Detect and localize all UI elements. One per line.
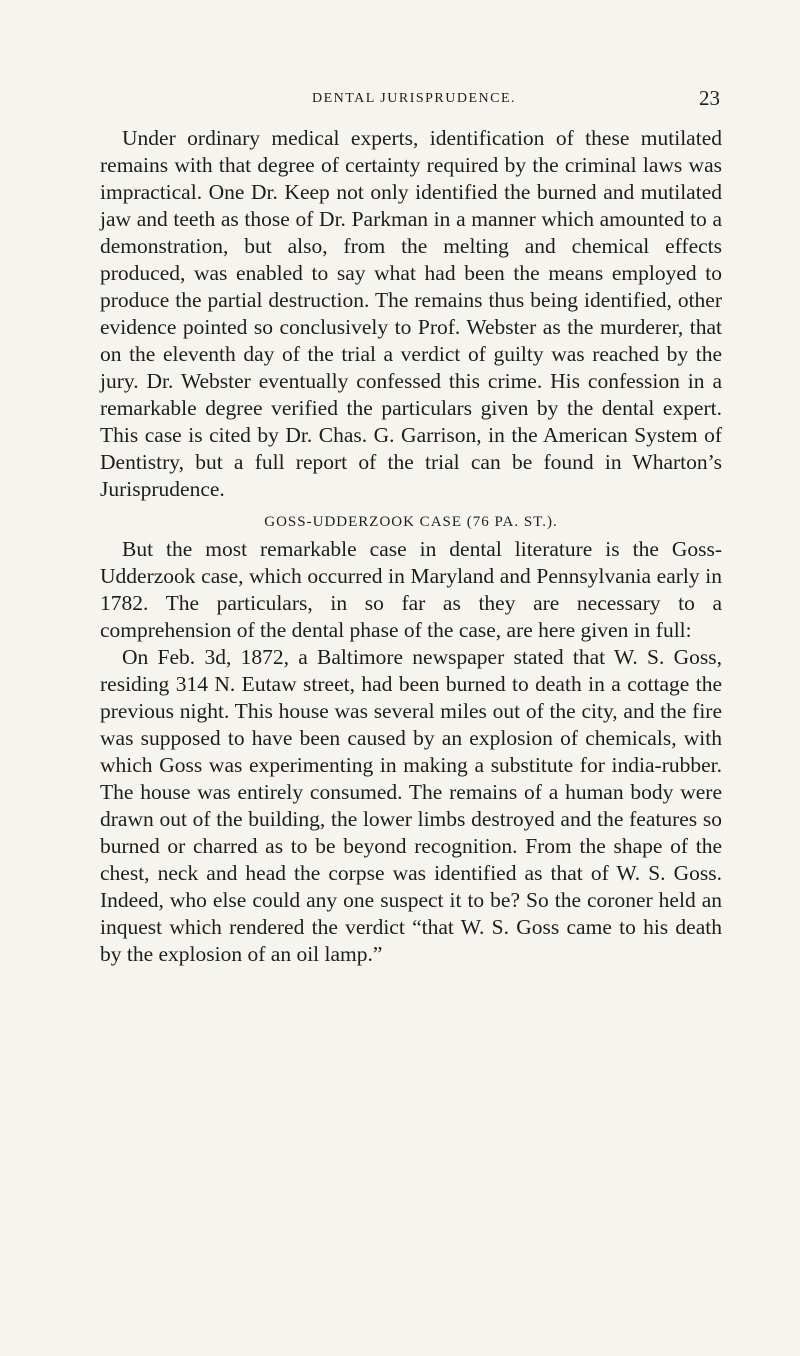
page-number: 23 bbox=[699, 86, 720, 110]
paragraph-goss-details: On Feb. 3d, 1872, a Baltimore newspaper stated that W. S. Goss, residing 314 N. Eutaw street, had been burned to death in a cottage the previous night. This house was several miles out of the city, and the fire was supposed to have been caused by an explosion of chemicals, with which Goss was experimenting in making a substitute for india-rubber. The house was entirely consumed. The remains of a human body were drawn out of the building, the lower limbs destroyed and the features so burned or charred as to be beyond recognition. From the shape of the chest, neck and head the corpse was identified as that of W. S. Goss. Indeed, who else could any one suspect it to be? So the coroner held an inquest which rendered the verdict “that W. S. Goss came to his death by the explosion of an oil lamp.” bbox=[100, 645, 722, 966]
section-heading: GOSS-UDDERZOOK CASE (76 PA. ST.). bbox=[264, 514, 558, 530]
running-head bbox=[108, 88, 720, 110]
body-text bbox=[100, 125, 722, 968]
paragraph-webster-case: Under ordinary medical experts, identification of these mutilated remains with that degree of certainty required by the criminal laws was impractical. One Dr. Keep not only identified the burned and mutilated jaw and teeth as those of Dr. Parkman in a manner which amounted to a demonstration, but also, from the melting and chemical effects produced, was enabled to say what had been the means employed to produce the partial destruction. The remains thus being identified, other evidence pointed so conclusively to Prof. Webster as the murderer, that on the eleventh day of the trial a verdict of guilty was reached by the jury. Dr. Webster eventually confessed this crime. His confession in a remarkable degree verified the particulars given by the dental expert. This case is cited by Dr. Chas. G. Garrison, in the American System of Dentistry, but a full report of the trial can be found in Wharton’s Jurisprudence. bbox=[100, 126, 722, 501]
running-title: DENTAL JURISPRUDENCE. bbox=[311, 91, 517, 106]
paragraph-goss-intro: But the most remarkable case in dental literature is the Goss-Udderzook case, which occurred in Maryland and Pennsylvania early in 1782. The particulars, in so far as they are necessary to a comprehension of the dental phase of the case, are here given in full: bbox=[100, 537, 722, 642]
